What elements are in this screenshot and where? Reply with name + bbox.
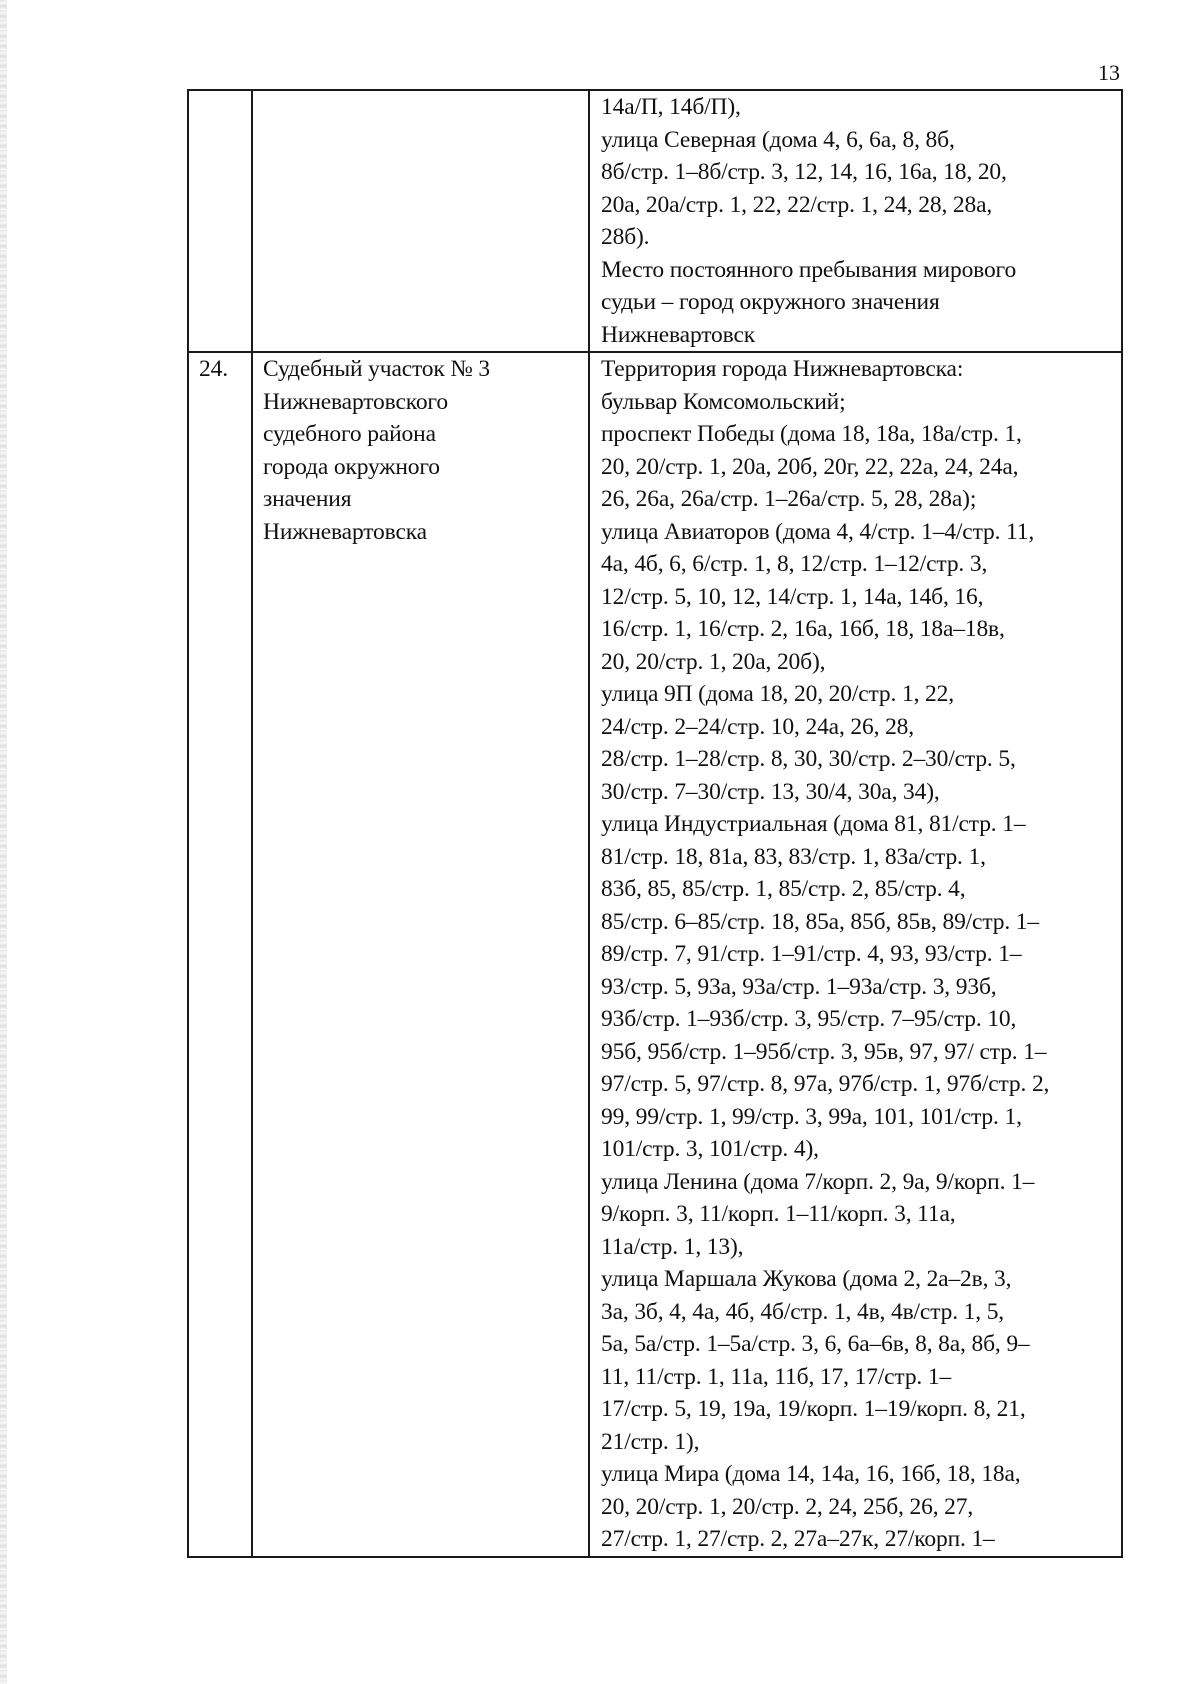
- cell-number: [188, 90, 252, 352]
- text-line: 83б, 85, 85/стр. 1, 85/стр. 2, 85/стр. 4,: [601, 876, 966, 902]
- text-line: 93б/стр. 1–93б/стр. 3, 95/стр. 7–95/стр. 10,: [601, 1006, 1017, 1032]
- text-line: улица Ленина (дома 7/корп. 2, 9а, 9/корп. 1–: [601, 1168, 1035, 1195]
- text-line: Нижневартовск: [601, 321, 756, 348]
- text-line: 16/стр. 1, 16/стр. 2, 16а, 16б, 18, 18а–18в,: [601, 616, 1005, 642]
- text-line: 17/стр. 5, 19, 19а, 19/корп. 1–19/корп. 8, 21,: [601, 1396, 1026, 1422]
- table-row: [188, 352, 1122, 1557]
- page-number: 13: [1098, 60, 1120, 85]
- text-line: 8б/стр. 1–8б/стр. 3, 12, 14, 16, 16а, 18, 20,: [601, 159, 1007, 185]
- text-line: значения: [263, 486, 352, 512]
- text-line: 30/стр. 7–30/стр. 13, 30/4, 30а, 34),: [601, 778, 940, 805]
- text-line: 28/стр. 1–28/стр. 8, 30, 30/стр. 2–30/стр. 5,: [601, 746, 1016, 772]
- text-line: Место постоянного пребывания мирового: [601, 256, 1017, 283]
- text-line: 11, 11/стр. 1, 11а, 11б, 17, 17/стр. 1–: [601, 1363, 952, 1390]
- text-line: улица Авиаторов (дома 4, 4/стр. 1–4/стр. 11,: [601, 518, 1035, 545]
- text-line: 4а, 4б, 6, 6/стр. 1, 8, 12/стр. 1–12/стр. 3,: [601, 551, 988, 577]
- cell-number: [188, 352, 252, 1557]
- text-line: проспект Победы (дома 18, 18а, 18а/стр. 1,: [601, 421, 1022, 447]
- text-line: 21/стр. 1),: [601, 1428, 700, 1455]
- text-line: 12/стр. 5, 10, 12, 14/стр. 1, 14а, 14б, 16,: [601, 583, 984, 610]
- text-line: 85/стр. 6–85/стр. 18, 85а, 85б, 85в, 89/стр. 1–: [601, 908, 1039, 935]
- text-line: 101/стр. 3, 101/стр. 4),: [601, 1136, 819, 1162]
- text-line: 81/стр. 18, 81а, 83, 83/стр. 1, 83а/стр. 1,: [601, 843, 986, 870]
- text-line: 24.: [199, 356, 228, 382]
- text-line: 28б).: [601, 224, 650, 250]
- text-line: 14а/П, 14б/П),: [601, 94, 741, 120]
- text-line: бульвар Комсомольский;: [601, 388, 846, 415]
- text-line: 89/стр. 7, 91/стр. 1–91/стр. 4, 93, 93/стр. 1–: [601, 941, 1022, 967]
- cell-territory: [589, 90, 1122, 352]
- text-line: 5а, 5а/стр. 1–5а/стр. 3, 6, 6а–6в, 8, 8а, 8б, 9–: [601, 1331, 1030, 1357]
- text-line: улица Северная (дома 4, 6, 6а, 8, 8б,: [601, 126, 955, 153]
- text-line: 27/стр. 1, 27/стр. 2, 27а–27к, 27/корп. 1–: [601, 1526, 995, 1552]
- text-line: Нижневартовска: [263, 518, 427, 545]
- text-line: 26, 26а, 26а/стр. 1–26а/стр. 5, 28, 28а);: [601, 486, 977, 512]
- text-line: судьи – город окружного значения: [601, 289, 940, 315]
- text-line: 95б, 95б/стр. 1–95б/стр. 3, 95в, 97, 97/ стр. 1–: [601, 1038, 1047, 1065]
- cell-district-name: [252, 90, 589, 352]
- text-line: 11а/стр. 1, 13),: [601, 1233, 744, 1260]
- text-line: 20, 20/стр. 1, 20а, 20б),: [601, 648, 826, 675]
- text-line: 99, 99/стр. 1, 99/стр. 3, 99а, 101, 101/стр. 1,: [601, 1103, 1022, 1130]
- text-line: Нижневартовского: [263, 388, 448, 415]
- text-line: улица 9П (дома 18, 20, 20/стр. 1, 22,: [601, 681, 954, 707]
- text-line: улица Индустриальная (дома 81, 81/стр. 1–: [601, 811, 1026, 837]
- cell-territory: [589, 352, 1122, 1557]
- text-line: 93/стр. 5, 93а, 93а/стр. 1–93а/стр. 3, 93б,: [601, 973, 997, 1000]
- text-line: 9/корп. 3, 11/корп. 1–11/корп. 3, 11а,: [601, 1201, 956, 1227]
- text-line: 20, 20/стр. 1, 20а, 20б, 20г, 22, 22а, 24, 24а,: [601, 453, 1019, 480]
- text-line: Территория города Нижневартовска:: [601, 356, 964, 382]
- text-line: судебного района: [263, 421, 436, 447]
- scan-edge-artifact: [0, 0, 7, 1684]
- text-line: Судебный участок № 3: [263, 356, 490, 382]
- court-district-table: [187, 89, 1123, 1558]
- text-line: улица Мира (дома 14, 14а, 16, 16б, 18, 18а,: [601, 1461, 1021, 1487]
- text-line: 24/стр. 2–24/стр. 10, 24а, 26, 28,: [601, 713, 914, 740]
- text-line: 97/стр. 5, 97/стр. 8, 97а, 97б/стр. 1, 97б/стр. 2,: [601, 1071, 1050, 1097]
- text-line: 3а, 3б, 4, 4а, 4б, 4б/стр. 1, 4в, 4в/стр. 1, 5,: [601, 1298, 1005, 1325]
- cell-district-name: [252, 352, 589, 1557]
- text-line: 20а, 20а/стр. 1, 22, 22/стр. 1, 24, 28, 28а,: [601, 191, 993, 218]
- text-line: города окружного: [263, 453, 440, 480]
- text-line: улица Маршала Жукова (дома 2, 2а–2в, 3,: [601, 1266, 1012, 1292]
- text-line: 20, 20/стр. 1, 20/стр. 2, 24, 25б, 26, 27,: [601, 1493, 974, 1520]
- table-row: [188, 90, 1122, 352]
